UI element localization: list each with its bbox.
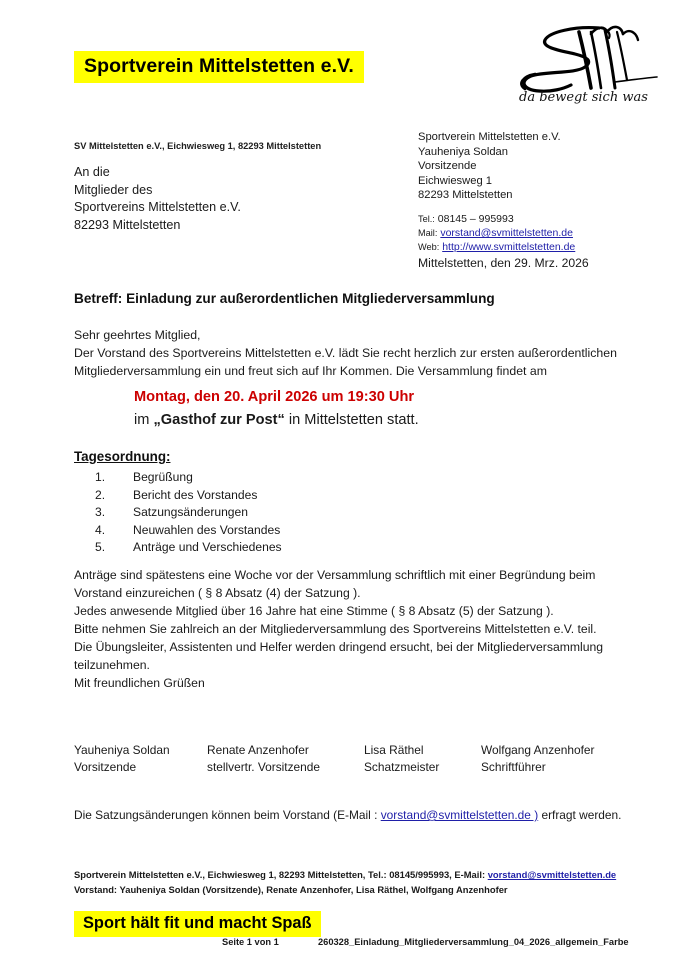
sender-contact-details xyxy=(418,212,575,255)
footer-info-block xyxy=(74,868,616,897)
meeting-venue xyxy=(134,412,419,428)
telephone-row xyxy=(418,212,575,226)
email-row xyxy=(418,226,575,240)
signatory xyxy=(481,742,594,775)
footer-email-link[interactable]: vorstand@svmittelstetten.de xyxy=(487,869,617,880)
agenda-item xyxy=(74,488,474,506)
sender-role: Vorsitzende xyxy=(418,160,477,173)
sender-return-line: SV Mittelstetten e.V., Eichwiesweg 1, 82293 Mittelstetten xyxy=(74,141,322,151)
signatory-name: Wolfgang Anzenhofer xyxy=(481,743,595,757)
signatory-role: Schriftführer xyxy=(481,759,546,774)
website-link[interactable]: http://www.svmittelstetten.de xyxy=(442,241,576,254)
website-row xyxy=(418,240,575,254)
sender-name: Yauheniya Soldan xyxy=(418,145,508,158)
footer-board-line: Vorstand: Yauheniya Soldan (Vorsitzende), Renate Anzenhofer, Lisa Räthel, Wolfgang Anzenhofer xyxy=(74,883,508,895)
recipient-line-2: Mitglieder des xyxy=(74,182,153,197)
intro-line-2: Mitgliederversammlung ein und freut sich auf Ihr Kommen. Die Versammlung findet am xyxy=(74,364,547,379)
intro-line-1: Der Vorstand des Sportvereins Mittelstetten e.V. lädt Sie recht herzlich zur ersten außerordentlichen xyxy=(74,346,617,361)
recipient-line-1: An die xyxy=(74,165,110,179)
statute-note-email-link[interactable]: vorstand@svmittelstetten.de ) xyxy=(380,808,539,822)
recipient-line-4: 82293 Mittelstetten xyxy=(74,217,181,232)
sender-street: Eichwiesweg 1 xyxy=(418,174,492,187)
agenda-item-number: 1. xyxy=(95,470,106,484)
email-label: Mail: xyxy=(418,228,438,239)
sender-address-block xyxy=(418,130,561,203)
agenda-item-label: Anträge und Verschiedenes xyxy=(133,540,282,555)
venue-name: „Gasthof zur Post“ xyxy=(153,412,285,428)
agenda-item-number: 4. xyxy=(95,522,106,537)
signatory-name: Yauheniya Soldan xyxy=(74,743,170,757)
notes-line-5: Die Übungsleiter, Assistenten und Helfer werden dringend ersucht, bei der Mitgliederversammlung xyxy=(74,640,604,655)
footer-contact-text: Sportverein Mittelstetten e.V., Eichwiesweg 1, 82293 Mittelstetten, Tel.: 08145/995993, E-Mail: xyxy=(74,869,488,880)
intro-paragraph xyxy=(74,326,640,381)
recipient-address-block xyxy=(74,164,241,234)
signatory-role: Vorsitzende xyxy=(74,759,137,774)
svm-logo-icon xyxy=(505,18,665,98)
club-logo xyxy=(505,18,665,114)
statute-change-note xyxy=(74,808,621,822)
notes-line-6: teilzunehmen. xyxy=(74,658,150,673)
letter-date: Mittelstetten, den 29. Mrz. 2026 xyxy=(418,256,589,270)
telephone-label: Tel.: xyxy=(418,214,435,224)
notes-line-3: Jedes anwesende Mitglied über 16 Jahre hat eine Stimme ( § 8 Absatz (5) der Satzung ). xyxy=(74,604,554,619)
slogan-banner: Sport hält fit und macht Spaß xyxy=(74,911,321,937)
signatory-name: Renate Anzenhofer xyxy=(207,743,309,757)
agenda-item-label: Satzungsänderungen xyxy=(133,505,248,520)
logo-tagline: da bewegt sich was xyxy=(519,90,648,105)
agenda-item xyxy=(74,505,474,523)
agenda-item xyxy=(74,470,474,488)
telephone-value: 08145 – 995993 xyxy=(437,213,514,225)
footer-contact-line xyxy=(74,868,616,883)
venue-suffix: in Mittelstetten statt. xyxy=(284,412,419,428)
signatory xyxy=(74,742,170,775)
notes-line-4: Bitte nehmen Sie zahlreich an der Mitgliederversammlung des Sportvereins Mittelstetten e.V. teil. xyxy=(74,622,597,637)
agenda-item-label: Neuwahlen des Vorstandes xyxy=(133,522,281,537)
agenda-item-number: 2. xyxy=(95,487,106,502)
notes-line-2: Vorstand einzureichen ( § 8 Absatz (4) der Satzung ). xyxy=(74,586,361,601)
signatory-name: Lisa Räthel xyxy=(364,743,424,757)
statute-note-suffix: erfragt werden. xyxy=(538,808,622,822)
sender-org: Sportverein Mittelstetten e.V. xyxy=(418,131,561,143)
salutation: Sehr geehrtes Mitglied, xyxy=(74,328,201,342)
statute-note-prefix: Die Satzungsänderungen können beim Vorstand (E-Mail : xyxy=(74,808,381,822)
agenda-item-number: 3. xyxy=(95,505,106,520)
agenda-item-label: Bericht des Vorstandes xyxy=(133,487,258,502)
email-link[interactable]: vorstand@svmittelstetten.de xyxy=(440,227,573,240)
subject-line: Betreff: Einladung zur außerordentlichen Mitgliederversammlung xyxy=(74,291,495,306)
signatory-role: Schatzmeister xyxy=(364,759,440,774)
agenda-heading: Tagesordnung: xyxy=(74,449,171,464)
notes-paragraph xyxy=(74,566,644,675)
signatory xyxy=(364,742,439,775)
sender-city: 82293 Mittelstetten xyxy=(418,189,513,202)
file-reference: 260328_Einladung_Mitgliederversammlung_04_2026_allgemein_Farbe xyxy=(318,937,629,947)
recipient-line-3: Sportvereins Mittelstetten e.V. xyxy=(74,200,241,214)
closing-greeting: Mit freundlichen Grüßen xyxy=(74,676,205,690)
signatory xyxy=(207,742,320,775)
website-label: Web: xyxy=(418,242,440,253)
page-number: Seite 1 von 1 xyxy=(222,937,279,947)
document-title-banner: Sportverein Mittelstetten e.V. xyxy=(74,51,364,83)
agenda-list xyxy=(74,470,474,558)
signatory-role: stellvertr. Vorsitzende xyxy=(207,759,321,774)
meeting-date-time: Montag, den 20. April 2026 um 19:30 Uhr xyxy=(134,389,415,405)
agenda-item xyxy=(74,523,474,541)
venue-prefix: im xyxy=(134,412,154,428)
agenda-item-label: Begrüßung xyxy=(133,470,193,484)
agenda-item-number: 5. xyxy=(95,540,106,555)
agenda-item xyxy=(74,540,474,558)
notes-line-1: Anträge sind spätestens eine Woche vor der Versammlung schriftlich mit einer Begründung beim xyxy=(74,568,596,582)
